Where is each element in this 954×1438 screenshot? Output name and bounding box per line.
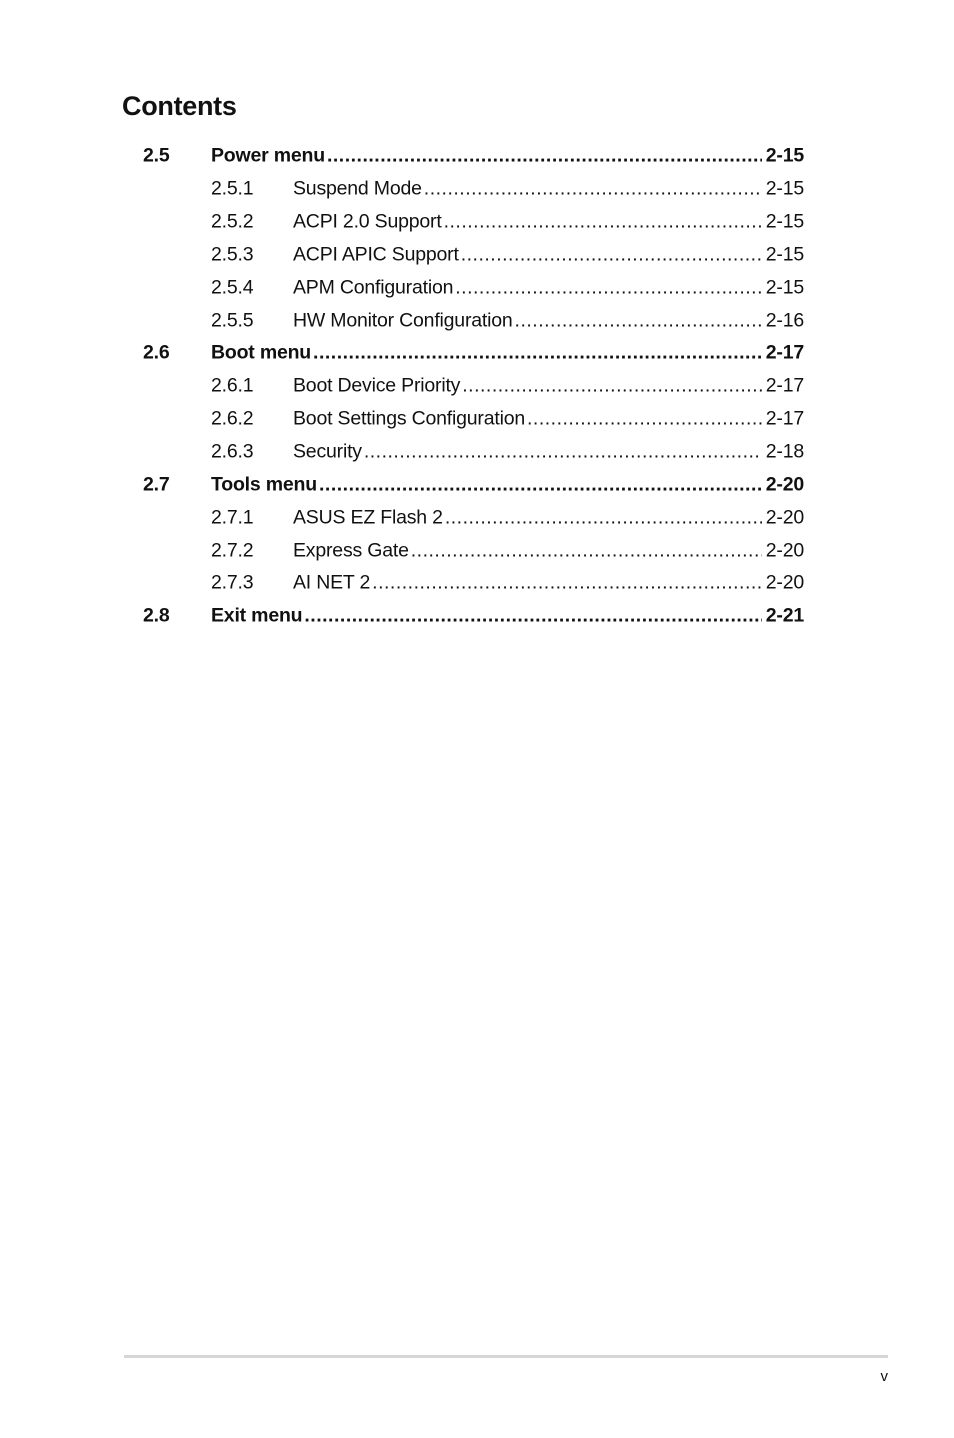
toc-entry-line [211, 342, 804, 365]
toc-section-title: Boot Device Priority [293, 374, 461, 397]
toc-section-number: 2.5.3 [211, 243, 254, 266]
table-of-contents [143, 140, 804, 633]
toc-entry[interactable] [143, 436, 804, 469]
toc-section-title: Tools menu [211, 473, 317, 496]
toc-section-number: 2.5 [143, 144, 170, 167]
toc-section-number: 2.8 [143, 604, 170, 627]
toc-entry-line [293, 408, 804, 431]
toc-section-number: 2.5.2 [211, 210, 254, 233]
toc-page-number: 2-20 [765, 473, 804, 496]
toc-entry-line [293, 441, 804, 464]
toc-section-title: AI NET 2 [293, 571, 371, 594]
toc-entry-line [293, 309, 804, 332]
toc-entry[interactable] [143, 534, 804, 567]
toc-entry[interactable] [143, 403, 804, 436]
toc-entry-line [211, 605, 804, 628]
footer-divider [124, 1355, 888, 1358]
toc-section-number: 2.7.3 [211, 571, 254, 594]
toc-section-number: 2.7.2 [211, 539, 254, 562]
toc-section-title: Boot menu [211, 341, 312, 364]
toc-section-title: Express Gate [293, 539, 409, 562]
dot-leader [411, 539, 762, 562]
toc-page-number: 2-15 [765, 210, 804, 233]
toc-page-number: 2-17 [765, 341, 804, 364]
toc-section-title: Exit menu [211, 604, 303, 627]
toc-entry[interactable] [143, 140, 804, 173]
toc-entry-line [211, 473, 804, 496]
toc-entry[interactable] [143, 567, 804, 600]
dot-leader [304, 605, 761, 628]
dot-leader [527, 408, 762, 431]
dot-leader [372, 572, 762, 595]
toc-section-number: 2.7.1 [211, 506, 254, 529]
dot-leader [445, 506, 762, 529]
toc-page-number: 2-21 [765, 604, 804, 627]
toc-section-title: ACPI APIC Support [293, 243, 459, 266]
toc-page-number: 2-15 [765, 243, 804, 266]
toc-section-number: 2.5.4 [211, 276, 254, 299]
toc-section-title: Security [293, 440, 362, 463]
toc-entry-line [293, 375, 804, 398]
toc-entry[interactable] [143, 337, 804, 370]
toc-section-title: Boot Settings Configuration [293, 407, 525, 430]
toc-entry-line [293, 276, 804, 299]
toc-entry[interactable] [143, 173, 804, 206]
toc-entry[interactable] [143, 304, 804, 337]
dot-leader [462, 375, 762, 398]
toc-section-number: 2.5.5 [211, 309, 254, 332]
toc-page-number: 2-16 [765, 309, 804, 332]
page-title: Contents [122, 91, 237, 121]
dot-leader [515, 309, 762, 332]
toc-section-title: ASUS EZ Flash 2 [293, 506, 443, 529]
toc-page-number: 2-20 [765, 506, 804, 529]
dot-leader [455, 276, 762, 299]
toc-entry-line [211, 145, 804, 168]
toc-page-number: 2-17 [765, 407, 804, 430]
dot-leader [364, 441, 762, 464]
toc-entry[interactable] [143, 370, 804, 403]
toc-entry-line [293, 211, 804, 234]
toc-page-number: 2-15 [765, 144, 804, 167]
toc-page-number: 2-20 [765, 539, 804, 562]
toc-section-number: 2.7 [143, 473, 170, 496]
toc-entry-line [293, 178, 804, 201]
toc-section-number: 2.5.1 [211, 177, 254, 200]
dot-leader [424, 178, 762, 201]
toc-entry[interactable] [143, 501, 804, 534]
toc-entry-line [293, 243, 804, 266]
toc-entry[interactable] [143, 468, 804, 501]
dot-leader [319, 473, 762, 496]
toc-page-number: 2-18 [765, 440, 804, 463]
toc-section-title: Suspend Mode [293, 177, 422, 200]
toc-section-title: APM Configuration [293, 276, 454, 299]
toc-entry[interactable] [143, 600, 804, 633]
toc-section-number: 2.6.3 [211, 440, 254, 463]
toc-entry[interactable] [143, 206, 804, 239]
toc-section-number: 2.6 [143, 341, 170, 364]
toc-section-title: HW Monitor Configuration [293, 309, 513, 332]
toc-section-number: 2.6.1 [211, 374, 254, 397]
toc-entry-line [293, 572, 804, 595]
dot-leader [444, 211, 762, 234]
toc-entry[interactable] [143, 271, 804, 304]
toc-entry[interactable] [143, 239, 804, 272]
page-number: v [880, 1368, 888, 1385]
toc-page-number: 2-17 [765, 374, 804, 397]
dot-leader [327, 145, 762, 168]
toc-section-title: ACPI 2.0 Support [293, 210, 442, 233]
toc-section-title: Power menu [211, 144, 325, 167]
toc-page-number: 2-15 [765, 177, 804, 200]
dot-leader [313, 342, 762, 365]
toc-entry-line [293, 506, 804, 529]
toc-section-number: 2.6.2 [211, 407, 254, 430]
toc-page-number: 2-20 [765, 571, 804, 594]
dot-leader [461, 243, 762, 266]
toc-entry-line [293, 539, 804, 562]
toc-page-number: 2-15 [765, 276, 804, 299]
